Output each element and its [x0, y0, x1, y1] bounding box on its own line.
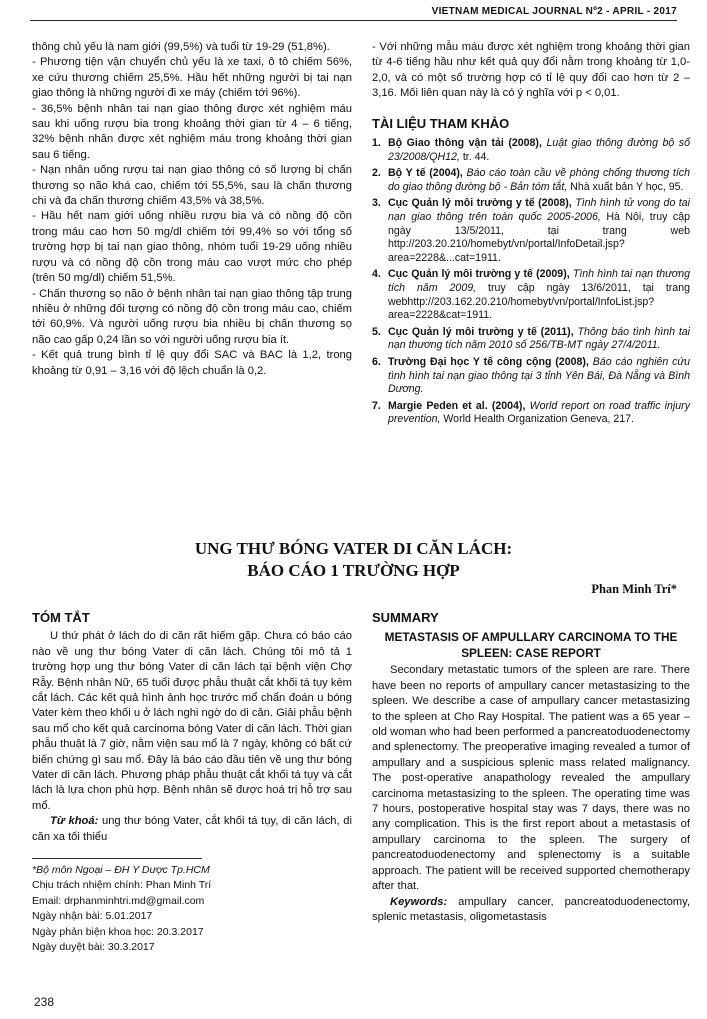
reference-item: 1. Bộ Giao thông vận tải (2008), Luật giao thông đường bộ số 23/2008/QH12, tr. 44. — [372, 137, 690, 163]
footnote-affiliation: *Bộ môn Ngoại – ĐH Y Dược Tp.HCM — [32, 864, 210, 876]
summary-keywords: Keywords: ampullary cancer, pancreatoduodenectomy, splenic metastasis, oligometastasis — [372, 895, 690, 923]
references-list — [372, 137, 690, 427]
summary-body: Secondary metastatic tumors of the spleen are rare. There have been no reports of ampullary cancer metastasizing to the spleen. We describe a case of ampullary cancer metastasizing to the spleen at Cho Ray Hospital. The patient was a 65 year – old woman who had been performed a pancreatoduodenectomy and splenectomy. The preoperative imaging revealed a tumor of ampullary and a suspicious splenic mass related malignancy. The post-operative anapathology revealed the ampullary carcinoma metastasizing to the spleen. The operating time was 7 hours, postoperative hospital stay was 7 days, there was no any complication. This is the first report about a metastasis of ampullary carcinoma to the spleen. The surgery of pancreatoduodenectomy and splenectomy is a suitable approach. The patient will be received supported chemotherapy after that. — [372, 664, 690, 893]
right-column-top — [372, 40, 690, 430]
references-heading: TÀI LIỆU THAM KHẢO — [372, 115, 510, 131]
abstract-heading: TÓM TẮT — [32, 610, 90, 625]
paragraph: - Chấn thương sọ não ở bệnh nhân tai nạn giao thông tập trung nhiều ở những đối tượng có nồng độ cồn trong máu cao, chiếm tới 60,9%. Và người uống rượu bia nhiều bị chấn thương sọ não cao gấp 0,24 lần so với người uống rượu bia ít. — [32, 287, 352, 346]
summary-heading: SUMMARY — [372, 610, 439, 625]
footnote-rule — [32, 858, 202, 859]
paragraph: - Với những mẫu máu được xét nghiệm trong khoảng thời gian từ 4-6 tiếng hầu như kết quả quy đổi nằm trong khoảng từ 1,0-2,0, và có một số trường hợp có tỉ lệ quy đổi cao hơn từ 2 – 3,16. Mối liên quan này là có ý nghĩa với p < 0,01. — [372, 41, 690, 100]
paragraph: thông chủ yếu là nam giới (99,5%) và tuổi từ 19-29 (51,8%). — [32, 41, 330, 53]
summary-title: METASTASIS OF AMPULLARY CARCINOMA TO THE SPLEEN: CASE REPORT — [384, 630, 678, 661]
reference-item: 4. Cục Quản lý môi trường y tế (2009), Tình hình tai nạn thương tích năm 2009, truy cập ngày 13/6/2011, tại trang webhttp://203.162.20.210/homebyt/vn/portal/InfoList.jsp?area=2228&cat=1911. — [372, 268, 690, 322]
reference-item: 5. Cục Quản lý môi trường y tế (2011), Thông báo tình hình tai nạn thương tích năm 2010 số 256/TB-MT ngày 27/4/2011. — [372, 325, 691, 352]
article-author: Phan Minh Trí* — [591, 582, 677, 596]
header-rule — [30, 20, 677, 21]
paragraph: - Phương tiện vận chuyển chủ yếu là xe taxi, ô tô chiếm 56%, xe cứu thương chiếm 25,5%. Hầu hết những người bị tai nạn giao thông là những người đi xe máy (chiếm tới 96%). — [32, 56, 352, 100]
reference-item: 6. Trường Đại học Y tế công cộng (2008), Báo cáo nghiên cứu tình hình tai nạn giao thông tại 3 tỉnh Yên Bái, Đà Nẵng và Bình Dương. — [372, 355, 690, 396]
footnote-line: Ngày nhận bài: 5.01.2017 — [32, 910, 153, 923]
footnote-line: Chịu trách nhiệm chính: Phan Minh Trí — [32, 879, 212, 892]
paragraph: - Nạn nhân uống rượu tai nạn giao thông có số lượng bị chấn thương sọ não khá cao, chiếm tới 55,5%, sau là chấn thương chi và đa chấn thương chiếm 43,5% và 38,5%. — [32, 164, 352, 208]
abstract-keywords: Từ khoá: ung thư bóng Vater, cắt khối tá tụy, di căn lách, di căn xa tối thiểu — [32, 815, 352, 843]
left-column-top — [32, 40, 352, 379]
page-number: 238 — [34, 995, 55, 1009]
footnote-line: Email: drphanminhtri.md@gmail.com — [32, 894, 205, 907]
paragraph: - Kết quả trung bình tỉ lệ quy đổi SAC và BAC là 1,2, trong khoảng từ 0,91 – 3,16 với độ lệch chuẩn là 0,2. — [32, 349, 352, 377]
article-title-line: BÁO CÁO 1 TRƯỜNG HỢP — [247, 561, 460, 580]
paragraph: - Hầu hết nam giới uống nhiều rượu bia và có nồng độ cồn trong máu cao hơn 50 mg/dl chiếm tới 99,4% so với tổng số trường hợp bị tai nạn giao thông, nhóm tuổi 19-29 uống nhiều rượu và có nồng độ cồn trong máu cao vượt mức cho phép (trên 50 mg/dl) chiếm 51,5%. — [32, 210, 352, 285]
footnote-line: Ngày phản biện khoa học: 20.3.2017 — [32, 925, 204, 938]
article-title — [30, 538, 677, 582]
reference-item: 7. Margie Peden et al. (2004), World report on road traffic injury prevention, World Health Organization Geneva, 217. — [372, 399, 690, 426]
journal-header: VIETNAM MEDICAL JOURNAL Nº2 - APRIL - 2017 — [431, 6, 677, 17]
article-title-line: UNG THƯ BÓNG VATER DI CĂN LÁCH: — [194, 539, 513, 558]
abstract-body: U thứ phát ở lách do di căn rất hiếm gặp. Chưa có báo cáo nào về ung thư bóng Vater di căn lách. Chúng tôi mô tả 1 trường hợp ung thư bóng Vater di căn lách tại bệnh viện Chợ Rẫy. Bệnh nhân Nữ, 65 tuổi được phẫu thuật cắt khối tá tụy kèm cắt lách. Các kết quả hình ảnh học trước mổ chẩn đoán u bóng Vater kèm theo khối u ở lách nghi ngờ do di căn. Giải phẫu bệnh sau mổ cho kết quả carcinoma bóng Vater di căn lách. Thời gian phẫu thuật là 7 giờ, nằm viện sau mổ là 7 ngày, không có bất cứ biến chứng gì sau mổ. Đây là báo cáo đầu tiên về ung thư bóng Vater di căn lách. Phương pháp phẫu thuật cắt khối tá tụy và cắt lách là lựa chọn phù hợp. Bệnh nhân sẽ được hoá trị hỗ trợ sau mổ. — [32, 630, 353, 812]
reference-item: 3. Cục Quản lý môi trường y tế (2008), Tình hình tử vong do tai nạn giao thông trên toàn quốc 2005-2006, Hà Nội, truy cập ngày 13/5/2011, tại trang web http://203.20.210/homebyt/vn/portal/InfoDetail.jsp?area=2228&...cat=1911. — [372, 197, 691, 264]
footnote-line: Ngày duyệt bài: 30.3.2017 — [32, 941, 155, 954]
right-column-summary — [372, 610, 690, 925]
left-column-abstract — [32, 610, 352, 845]
reference-item: 2. Bộ Y tế (2004), Báo cáo toàn cầu về phòng chống thương tích do giao thông đường bộ - Bản tóm tắt, Nhà xuất bản Y học, 95. — [372, 167, 690, 193]
paragraph: - 36,5% bệnh nhân tai nạn giao thông được xét nghiệm máu sau khi uống rượu bia trong khoảng thời gian từ 4 – 6 tiếng, 32% bệnh nhân được xét nghiệm máu trong khoảng thời gian sau 6 tiếng. — [32, 102, 352, 161]
author-footnote — [32, 858, 352, 955]
